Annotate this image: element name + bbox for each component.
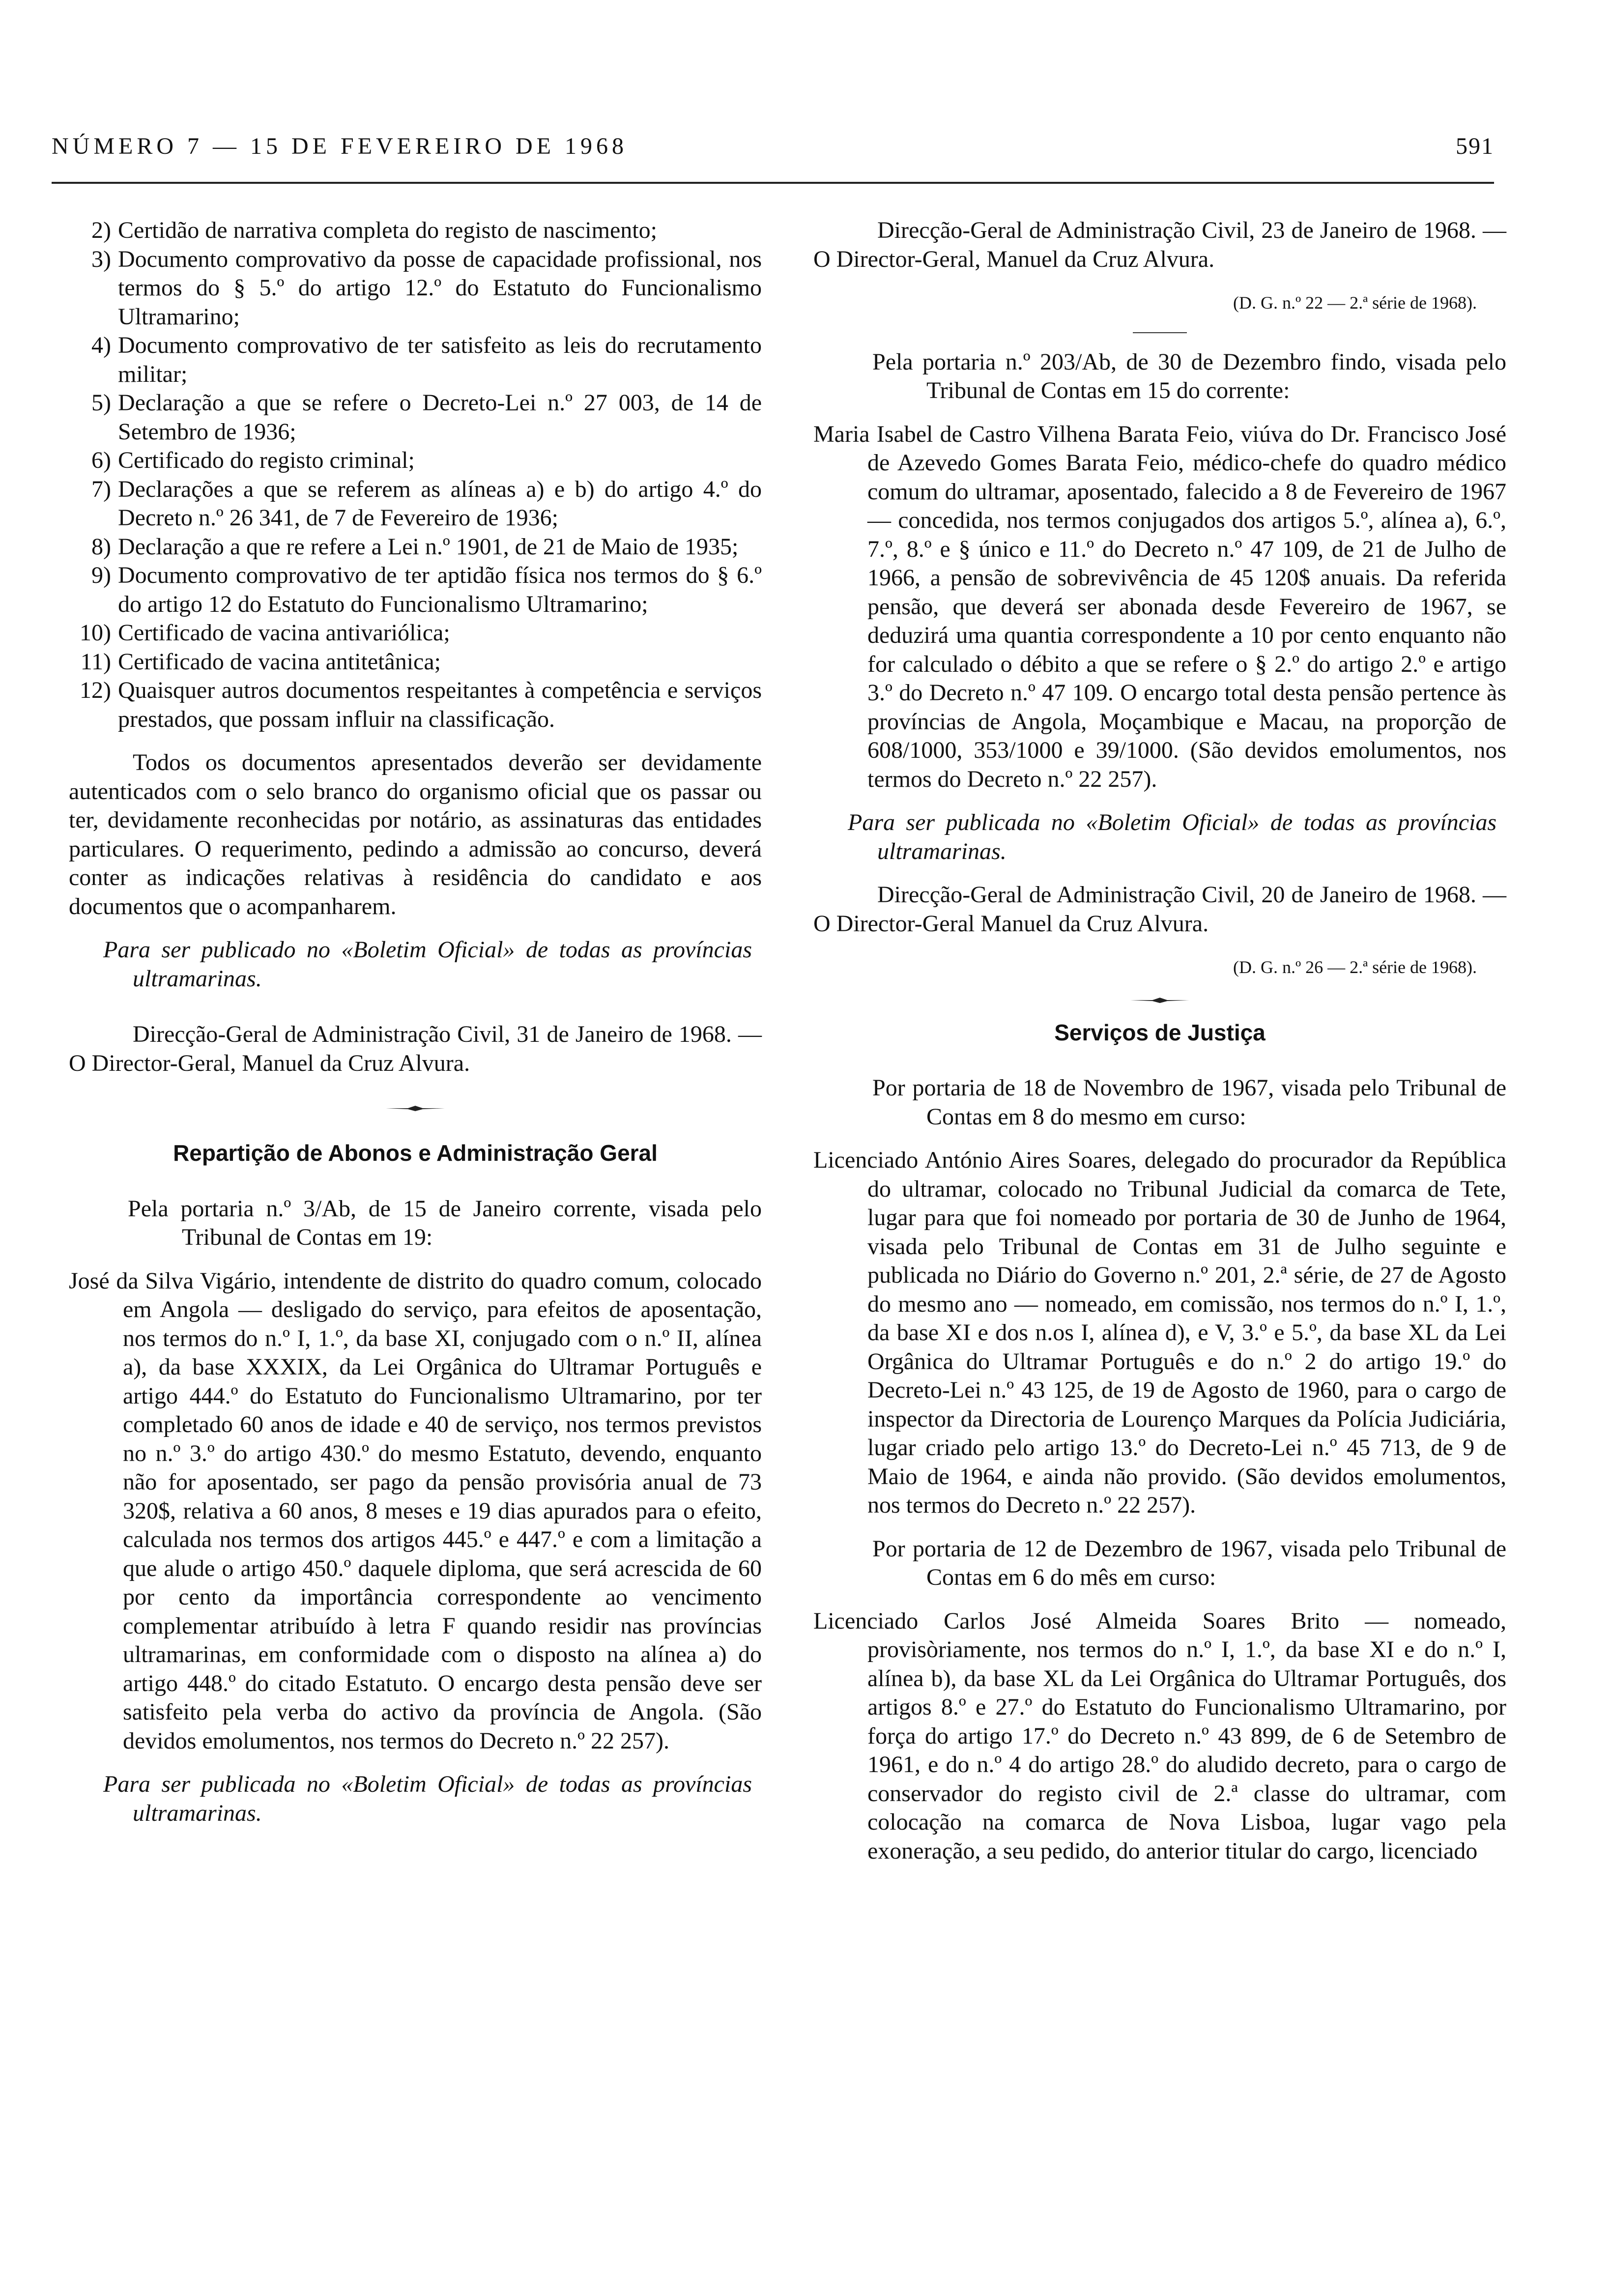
list-item: 9) Documento comprovativo de ter aptidão física nos termos do § 6.º do artigo 12 do Estatuto do Funcionalismo Ultramarino; [91, 562, 762, 617]
portaria-body: Licenciado António Aires Soares, delegado do procurador da República do ultramar, colocado no Tribunal Judicial da comarca de Tete, lugar para que foi nomeado por portaria de 30 de Junho de 1964, visada pelo Tribunal de Contas em 31 de Julho seguinte e publicada no Diário do Governo n.º 201, 2.ª série, de 27 de Agosto do mesmo ano — nomeado, em comissão, nos termos do n.º I, 1.º, da base XI e dos n.os I, alínea d), e V, 3.º e 5.º, da base XL da Lei Orgânica do Ultramar Português e do n.º 2 do artigo 19.º do Decreto-Lei n.º 43 125, de 19 de Agosto de 1960, para o cargo de inspector da Directoria de Lourenço Marques da Polícia Judiciária, lugar criado pelo artigo 13.º do Decreto-Lei n.º 45 713, de 9 de Maio de 1964, e ainda não provido. (São devidos emolumentos, nos termos do Decreto n.º 22 257). [813, 1147, 1506, 1518]
list-item: 7) Declarações a que se referem as alíneas a) e b) do artigo 4.º do Decreto n.º 26 341, de 7 de Fevereiro de 1936; [91, 476, 762, 531]
publication-note: Para ser publicado no «Boletim Oficial» de todas as províncias ultramarinas. [103, 937, 752, 992]
documents-paragraph: Todos os documentos apresentados deverão ser devidamente autenticados com o selo branco do organismo oficial que os passar ou ter, devidamente reconhecidas por notário, as assinaturas das entidades particulares. O requerimento, pedindo a admissão ao concurso, deverá conter as indicações relativas à residência do candidato e aos documentos que o acompanharem. [69, 749, 762, 919]
ornament-separator-icon [386, 1105, 445, 1112]
left-column [69, 216, 762, 1828]
publication-note: Para ser publicada no «Boletim Oficial» de todas as províncias ultramarinas. [103, 1771, 752, 1826]
page-header [52, 133, 1494, 167]
list-item: 10) Certificado de vacina antivariólica; [80, 620, 450, 646]
page-number: 591 [1456, 133, 1494, 159]
list-item: 4) Documento comprovativo de ter satisfeito as leis do recrutamento militar; [91, 332, 762, 387]
list-item: 11) Certificado de vacina antitetânica; [80, 648, 441, 675]
portaria-body: Maria Isabel de Castro Vilhena Barata Feio, viúva do Dr. Francisco José de Azevedo Gomes Barata Feio, médico-chefe do quadro médico comum do ultramar, aposentado, falecido a 8 de Fevereiro de 1967 — concedida, nos termos conjugados dos artigos 5.º, alínea a), 6.º, 7.º, 8.º e § único e 11.º do Decreto n.º 47 109, de 21 de Julho de 1966, a pensão de sobrevivência de 45 120$ anuais. Da referida pensão, que deverá ser abonada desde Fevereiro de 1967, se deduzirá uma quantia correspondente a 10 por cento enquanto não for calculado o débito a que se refere o § 2.º do artigo 2.º e artigo 3.º do Decreto n.º 47 109. O encargo total desta pensão pertence às províncias de Angola, Moçambique e Macau, na proporção de 608/1000, 353/1000 e 39/1000. (São devidos emolumentos, nos termos do Decreto n.º 22 257). [813, 421, 1506, 792]
signature-line: Direcção-Geral de Administração Civil, 31 de Janeiro de 1968. — O Director-Geral, Manuel da Cruz Alvura. [69, 1021, 762, 1076]
signature-line: Direcção-Geral de Administração Civil, 23 de Janeiro de 1968. — O Director-Geral, Manuel da Cruz Alvura. [813, 217, 1506, 272]
list-item: 12) Quaisquer autros documentos respeitantes à competência e serviços prestados, que possam influir na classificação. [80, 677, 762, 732]
issue-line: NÚMERO 7 — 15 DE FEVEREIRO DE 1968 [52, 133, 628, 159]
ornament-separator-icon [1130, 997, 1189, 1004]
citation: (D. G. n.º 26 — 2.ª série de 1968). [1233, 957, 1477, 977]
document-list [69, 216, 762, 734]
list-item: 5) Declaração a que se refere o Decreto-Lei n.º 27 003, de 14 de Setembro de 1936; [91, 390, 762, 445]
publication-note: Para ser publicada no «Boletim Oficial» de todas as províncias ultramarinas. [848, 809, 1497, 864]
section-title: Repartição de Abonos e Administração Geral [173, 1140, 658, 1166]
portaria-intro: Por portaria de 18 de Novembro de 1967, visada pelo Tribunal de Contas em 8 do mesmo em curso: [872, 1075, 1506, 1130]
portaria-intro: Pela portaria n.º 203/Ab, de 30 de Dezembro findo, visada pelo Tribunal de Contas em 15 do corrente: [872, 348, 1506, 403]
section-title: Serviços de Justiça [1054, 1019, 1266, 1045]
portaria-body: Licenciado Carlos José Almeida Soares Brito — nomeado, provisòriamente, nos termos do n.º I, 1.º, da base XI e do n.º I, alínea b), da base XL da Lei Orgânica do Ultramar Português, dos artigos 8.º e 27.º do Estatuto do Funcionalismo Ultramarino, por força do artigo 17.º do Decreto n.º 43 899, de 6 de Setembro de 1961, e do n.º 4 do artigo 28.º do aludido decreto, para o cargo de conservador do registo civil de 2.ª classe do ultramar, com colocação na comarca de Nova Lisboa, lugar vago pela exoneração, a seu pedido, do anterior titular do cargo, licenciado [813, 1607, 1506, 1864]
list-item: 3) Documento comprovativo da posse de capacidade profissional, nos termos do § 5.º do artigo 12.º do Estatuto do Funcionalismo Ultramarino; [91, 246, 762, 330]
signature-line: Direcção-Geral de Administração Civil, 20 de Janeiro de 1968. — O Director-Geral Manuel da Cruz Alvura. [813, 882, 1506, 937]
portaria-intro: Por portaria de 12 de Dezembro de 1967, visada pelo Tribunal de Contas em 6 do mês em curso: [872, 1535, 1506, 1590]
header-rule [52, 182, 1494, 184]
list-item: 6) Certificado do registo criminal; [91, 447, 415, 473]
portaria-intro: Pela portaria n.º 3/Ab, de 15 de Janeiro corrente, visada pelo Tribunal de Contas em 19: [128, 1195, 762, 1250]
list-item: 2) Certidão de narrativa completa do registo de nascimento; [91, 217, 657, 243]
list-item: 8) Declaração a que re refere a Lei n.º 1901, de 21 de Maio de 1935; [91, 533, 739, 560]
citation: (D. G. n.º 22 — 2.ª série de 1968). [1233, 293, 1477, 313]
portaria-body: José da Silva Vigário, intendente de distrito do quadro comum, colocado em Angola — desligado do serviço, para efeitos de aposentação, nos termos do n.º I, 1.º, da base XI, conjugado com o n.º II, alínea a), da base XXXIX, da Lei Orgânica do Ultramar Português e artigo 444.º do Estatuto do Funcionalismo Ultramarino, por ter completado 60 anos de idade e 40 de serviço, nos termos previstos no n.º 3.º do artigo 430.º do mesmo Estatuto, devendo, enquanto não for aposentado, ser pago da pensão provisória anual de 73 320$, relativa a 60 anos, 8 meses e 19 dias apurados para o efeito, calculada nos termos dos artigos 445.º e 447.º e com a limitação a que alude o artigo 450.º daquele diploma, que será acrescida de 60 por cento da importância correspondente ao vencimento complementar atribuído à letra F quando residir nas províncias ultramarinas, em conformidade com o disposto na alínea a) do artigo 448.º do citado Estatuto. O encargo desta pensão deve ser satisfeito pela verba do activo da província de Angola. (São devidos emolumentos, nos termos do Decreto n.º 22 257). [69, 1267, 762, 1754]
right-column [813, 216, 1506, 1866]
